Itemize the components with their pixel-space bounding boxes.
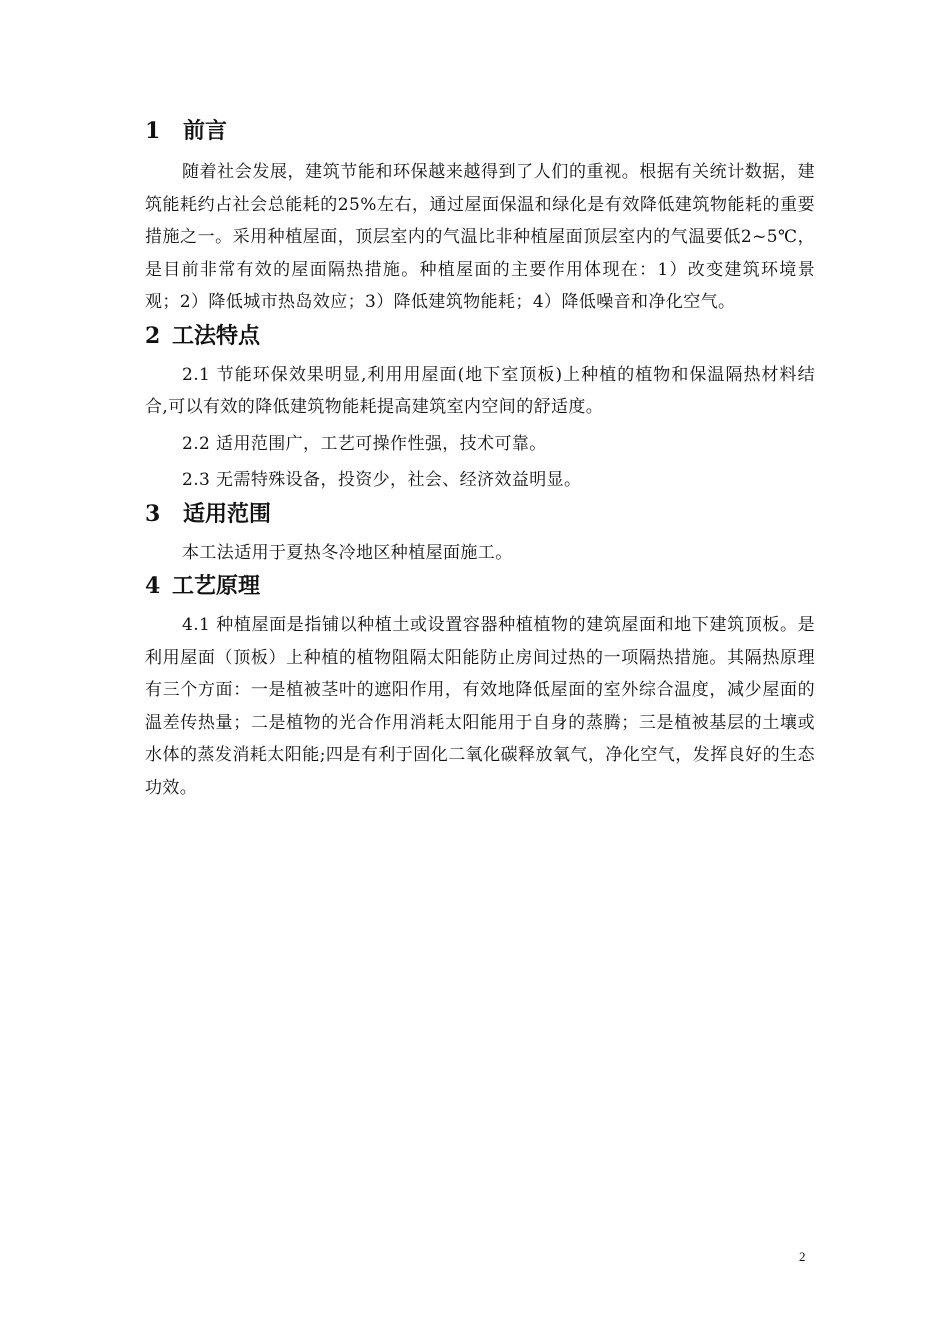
section-number: 3 xyxy=(145,500,161,527)
paragraph-2-1: 2.1 节能环保效果明显,利用用屋面(地下室顶板)上种植的植物和保温隔热材料结合,可以有效的降低建筑物能耗提高建筑室内空间的舒适度。 xyxy=(145,364,815,417)
paragraph-scope: 本工法适用于夏热冬冷地区种植屋面施工。 xyxy=(182,542,513,563)
section-title: 工法特点 xyxy=(172,322,261,349)
section-number: 2 xyxy=(145,322,161,349)
page-content xyxy=(145,114,815,804)
paragraph-intro: 随着社会发展，建筑节能和环保越来越得到了人们的重视。根据有关统计数据，建筑能耗约占社会总能耗的25%左右，通过屋面保温和绿化是有效降低建筑物能耗的重要措施之一。采用种植屋面，顶层室内的气温比非种植屋面顶层室内的气温要低2~5℃，是目前非常有效的屋面隔热措施。种植屋面的主要作用体现在：1）改变建筑环境景观；2）降低城市热岛效应；3）降低建筑物能耗；4）降低噪音和净化空气。 xyxy=(145,162,815,312)
section-heading-4 xyxy=(145,569,815,603)
section-title: 前言 xyxy=(183,118,228,144)
paragraph-2-3: 2.3 无需特殊设备，投资少，社会、经济效益明显。 xyxy=(182,470,582,490)
section-heading-1 xyxy=(145,114,815,148)
section-number: 4 xyxy=(145,573,161,599)
paragraph-2-2: 2.2 适用范围广，工艺可操作性强，技术可靠。 xyxy=(182,433,547,454)
paragraph-4-1: 4.1 种植屋面是指铺以种植土或设置容器种植植物的建筑屋面和地下建筑顶板。是利用屋面（顶板）上种植的植物阻隔太阳能防止房间过热的一项隔热措施。其隔热原理有三个方面：一是植被茎叶的遮阳作用，有效地降低屋面的室外综合温度，减少屋面的温差传热量；二是植物的光合作用消耗太阳能用于自身的蒸腾；三是植被基层的土壤或水体的蒸发消耗太阳能;四是有利于固化二氧化碳释放氧气，净化空气，发挥良好的生态功效。 xyxy=(145,615,815,798)
section-title: 适用范围 xyxy=(183,500,272,527)
section-title: 工艺原理 xyxy=(172,573,261,599)
section-number: 1 xyxy=(145,118,161,144)
section-heading-3 xyxy=(145,497,815,531)
page-number: 2 xyxy=(799,1249,806,1264)
section-heading-2 xyxy=(145,319,815,353)
